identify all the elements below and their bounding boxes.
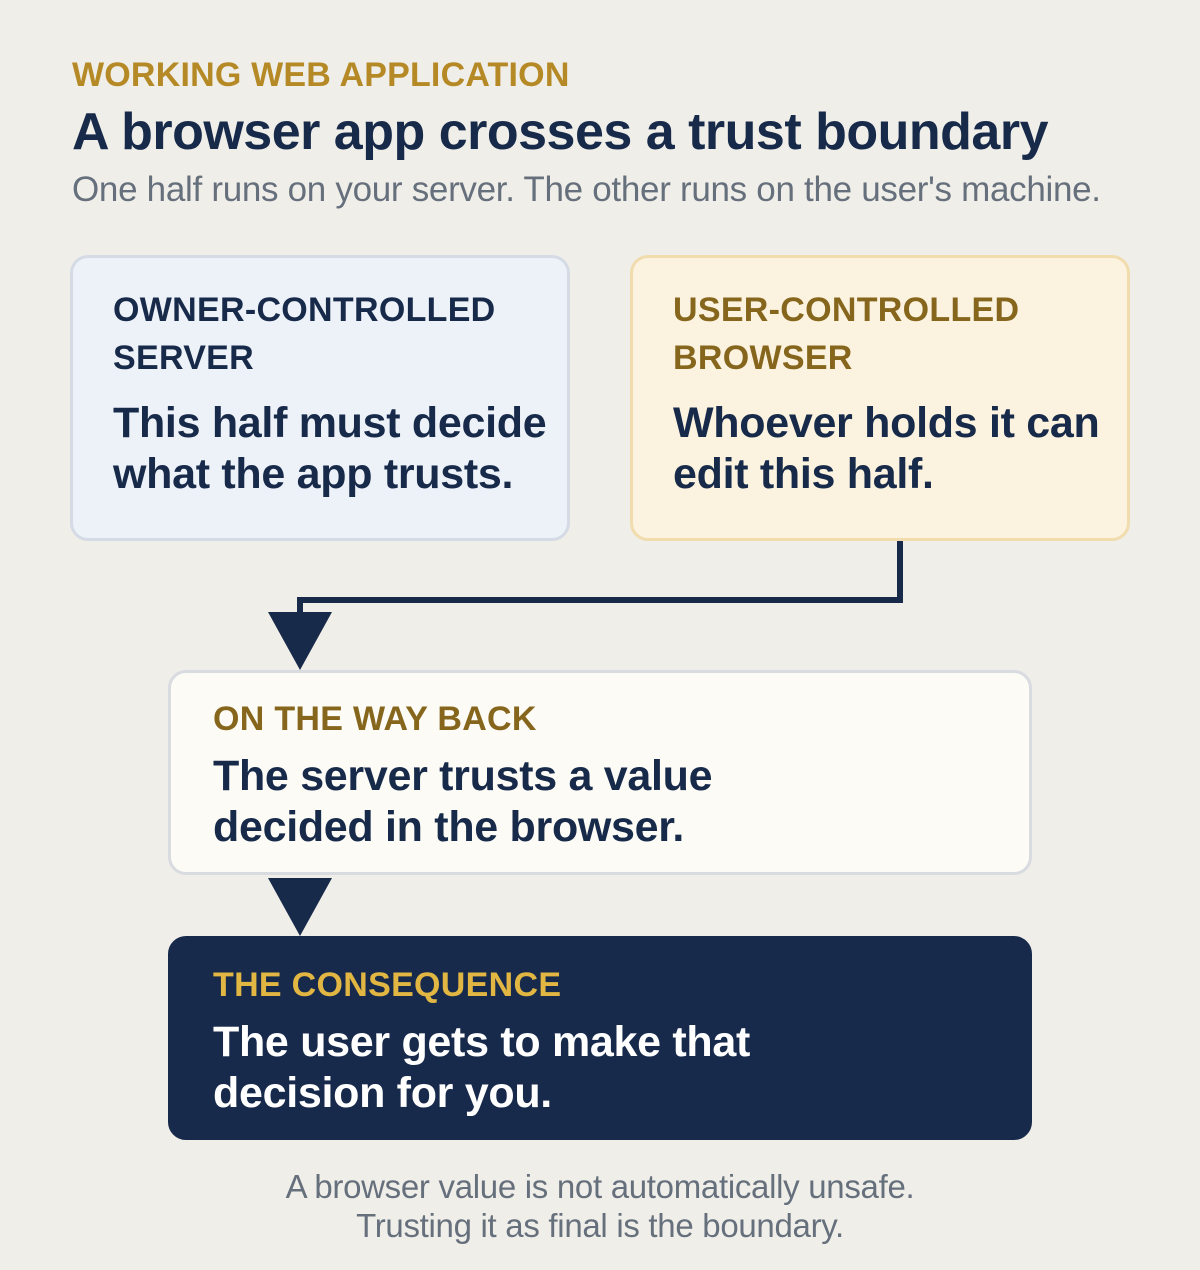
way-back-card-body: The server trusts a value decided in the browser. [213, 752, 713, 851]
way-back-card [168, 670, 1032, 875]
way-back-arrowhead-icon [268, 612, 332, 670]
way-back-card-label: ON THE WAY BACK [213, 700, 537, 738]
page-title: A browser app crosses a trust boundary [72, 103, 1049, 161]
server-card-body: This half must decide what the app trusts. [113, 399, 547, 498]
browser-card-label: USER-CONTROLLED BROWSER [673, 291, 1020, 377]
eyebrow-label: WORKING WEB APPLICATION [72, 56, 570, 94]
server-card [70, 255, 570, 541]
footnote-line-1: A browser value is not automatically unsafe. [285, 1168, 915, 1205]
consequence-card [168, 936, 1032, 1140]
browser-card [630, 255, 1130, 541]
consequence-card-label: THE CONSEQUENCE [213, 966, 562, 1004]
browser-to-way-back-connector [300, 541, 900, 612]
consequence-card-body: The user gets to make that decision for you. [213, 1018, 751, 1117]
page-subtitle: One half runs on your server. The other runs on the user's machine. [72, 170, 1101, 209]
server-card-label: OWNER-CONTROLLED SERVER [113, 291, 496, 377]
consequence-arrowhead-icon [268, 878, 332, 936]
browser-card-body: Whoever holds it can edit this half. [673, 399, 1100, 498]
footnote-line-2: Trusting it as final is the boundary. [356, 1207, 844, 1244]
